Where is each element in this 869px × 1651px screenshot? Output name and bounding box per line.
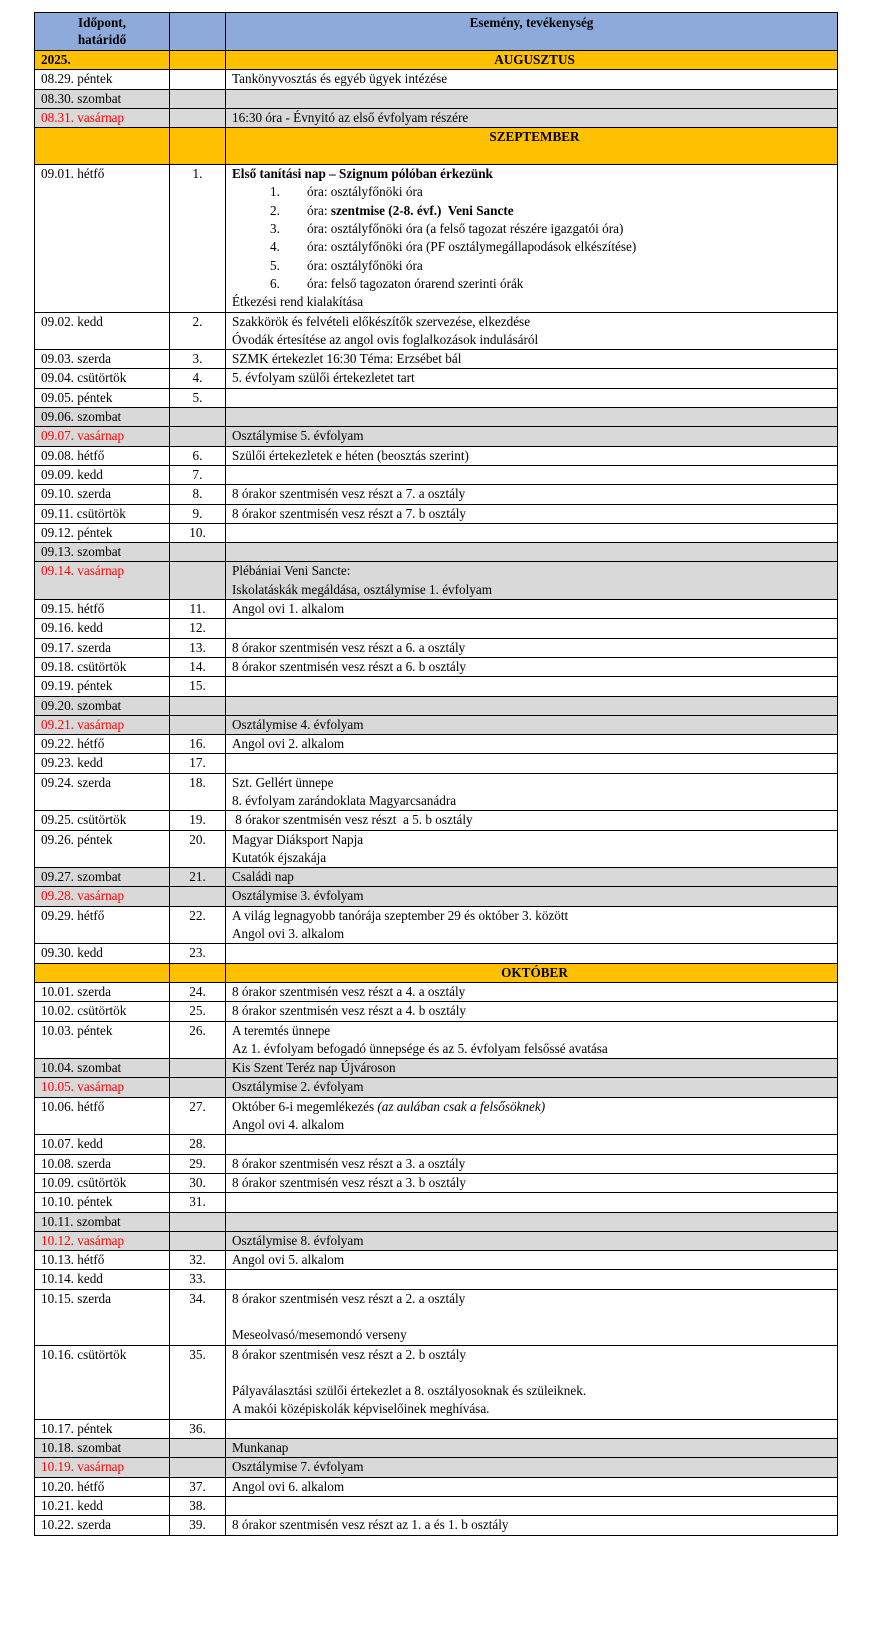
event-cell: 8 órakor szentmisén vesz részt a 7. b osztály: [226, 504, 838, 523]
event-cell: [226, 1212, 838, 1231]
event-cell: [226, 944, 838, 963]
num-cell: 9.: [170, 504, 226, 523]
table-row: [35, 830, 838, 868]
event-cell: 8 órakor szentmisén vesz részt a 3. b osztály: [226, 1173, 838, 1192]
lesson-text: óra:: [307, 202, 331, 218]
event-title: Első tanítási nap – Szignum pólóban érkezünk: [232, 166, 493, 182]
event-cell: [226, 1097, 838, 1135]
event-cell: [226, 562, 838, 600]
day-cell: 10.11. szombat: [35, 1212, 170, 1231]
table-row: [35, 1231, 838, 1250]
lesson-text: óra: felső tagozaton órarend szerinti órák: [307, 275, 524, 291]
year-cell: 2025.: [35, 51, 170, 70]
event-line: Étkezési rend kialakítása: [232, 294, 364, 310]
empty-cell: [170, 128, 226, 165]
day-cell: 09.25. csütörtök: [35, 811, 170, 830]
table-row: [35, 108, 838, 127]
num-cell: [170, 1212, 226, 1231]
day-cell: 09.16. kedd: [35, 619, 170, 638]
day-cell: 09.10. szerda: [35, 485, 170, 504]
event-cell: [226, 773, 838, 811]
day-cell: 10.21. kedd: [35, 1496, 170, 1515]
day-cell: 10.03. péntek: [35, 1021, 170, 1059]
day-cell: 09.24. szerda: [35, 773, 170, 811]
num-cell: 6.: [170, 446, 226, 465]
lesson-number: 1.: [270, 184, 280, 200]
table-row: [35, 1173, 838, 1192]
table-row: [35, 773, 838, 811]
num-cell: [170, 1439, 226, 1458]
num-cell: [170, 1059, 226, 1078]
table-row: [35, 1251, 838, 1270]
num-cell: 32.: [170, 1251, 226, 1270]
num-cell: 17.: [170, 754, 226, 773]
num-cell: 1.: [170, 165, 226, 312]
event-line: Iskolatáskák megáldása, osztálymise 1. évfolyam: [232, 581, 493, 597]
lesson-list: [232, 183, 837, 293]
event-cell: [226, 1193, 838, 1212]
num-cell: 13.: [170, 638, 226, 657]
day-cell: 10.18. szombat: [35, 1439, 170, 1458]
num-cell: 8.: [170, 485, 226, 504]
event-line: A teremtés ünnepe: [232, 1022, 331, 1038]
day-cell: 10.04. szombat: [35, 1059, 170, 1078]
num-cell: 25.: [170, 1002, 226, 1021]
table-row: [35, 811, 838, 830]
table-row: [35, 1059, 838, 1078]
num-cell: 31.: [170, 1193, 226, 1212]
event-cell: [226, 1289, 838, 1345]
table-row: [35, 465, 838, 484]
table-row: [35, 388, 838, 407]
event-cell: 8 órakor szentmisén vesz részt a 4. a osztály: [226, 982, 838, 1001]
event-line: Az 1. évfolyam befogadó ünnepsége és az 5. évfolyam felsőssé avatása: [232, 1040, 608, 1056]
table-row: [35, 446, 838, 465]
day-cell: 09.18. csütörtök: [35, 657, 170, 676]
event-cell: Angol ovi 6. alkalom: [226, 1477, 838, 1496]
event-cell: 16:30 óra - Évnyitó az első évfolyam részére: [226, 108, 838, 127]
day-cell: 10.16. csütörtök: [35, 1345, 170, 1419]
event-cell: [226, 312, 838, 350]
table-row: [35, 1078, 838, 1097]
table-row: [35, 1516, 838, 1535]
month-name: OKTÓBER: [226, 963, 838, 982]
day-cell: 10.22. szerda: [35, 1516, 170, 1535]
table-row: [35, 1212, 838, 1231]
event-cell: [226, 388, 838, 407]
lesson-item: [232, 257, 837, 275]
day-cell: 08.29. péntek: [35, 70, 170, 89]
day-cell: 10.13. hétfő: [35, 1251, 170, 1270]
event-cell: [226, 906, 838, 944]
num-cell: 5.: [170, 388, 226, 407]
num-cell: 23.: [170, 944, 226, 963]
num-cell: [170, 108, 226, 127]
table-row: [35, 1154, 838, 1173]
num-cell: 34.: [170, 1289, 226, 1345]
day-cell: 10.08. szerda: [35, 1154, 170, 1173]
event-cell: SZMK értekezlet 16:30 Téma: Erzsébet bál: [226, 350, 838, 369]
lesson-number: 4.: [270, 239, 280, 255]
day-cell: 09.02. kedd: [35, 312, 170, 350]
event-cell: 5. évfolyam szülői értekezletet tart: [226, 369, 838, 388]
lesson-number: 5.: [270, 257, 280, 273]
event-note: (az aulában csak a felsősöknek): [377, 1098, 546, 1114]
num-cell: 4.: [170, 369, 226, 388]
num-cell: 30.: [170, 1173, 226, 1192]
num-cell: [170, 543, 226, 562]
table-row: [35, 312, 838, 350]
event-cell: [226, 1496, 838, 1515]
table-row: [35, 735, 838, 754]
lesson-text: óra: osztályfőnöki óra (PF osztálymegállapodások elkészítése): [307, 239, 637, 255]
event-cell: 8 órakor szentmisén vesz részt a 7. a osztály: [226, 485, 838, 504]
num-cell: 37.: [170, 1477, 226, 1496]
lesson-text: óra: osztályfőnöki óra (a felső tagozat részére igazgatói óra): [307, 221, 624, 237]
event-cell: Angol ovi 5. alkalom: [226, 1251, 838, 1270]
event-line: Meseolvasó/mesemondó verseny: [232, 1327, 407, 1343]
event-line: A makói középiskolák képviselőinek meghívása.: [232, 1401, 490, 1417]
table-row: [35, 427, 838, 446]
table-row: [35, 369, 838, 388]
table-row: [35, 165, 838, 312]
day-cell: 10.10. péntek: [35, 1193, 170, 1212]
day-cell: 10.06. hétfő: [35, 1097, 170, 1135]
event-cell: [226, 1021, 838, 1059]
header-date-line2: határidő: [77, 32, 127, 47]
num-cell: 36.: [170, 1419, 226, 1438]
day-cell: 09.29. hétfő: [35, 906, 170, 944]
table-row: [35, 350, 838, 369]
event-cell: [226, 1419, 838, 1438]
month-name: AUGUSZTUS: [226, 51, 838, 70]
table-row: [35, 1135, 838, 1154]
num-cell: 16.: [170, 735, 226, 754]
event-cell: [226, 543, 838, 562]
month-row-october: [35, 963, 838, 982]
event-cell: 8 órakor szentmisén vesz részt a 6. b osztály: [226, 657, 838, 676]
num-cell: [170, 1231, 226, 1250]
event-cell: Kis Szent Teréz nap Újvároson: [226, 1059, 838, 1078]
event-cell: Osztálymise 5. évfolyam: [226, 427, 838, 446]
table-row: [35, 944, 838, 963]
num-cell: 2.: [170, 312, 226, 350]
event-cell: [226, 1135, 838, 1154]
day-cell: 09.05. péntek: [35, 388, 170, 407]
table-row: [35, 1345, 838, 1419]
day-cell: 09.20. szombat: [35, 696, 170, 715]
day-cell: 09.23. kedd: [35, 754, 170, 773]
event-cell: [226, 1345, 838, 1419]
table-row: [35, 70, 838, 89]
table-row: [35, 677, 838, 696]
event-cell: Angol ovi 1. alkalom: [226, 600, 838, 619]
day-cell: 10.17. péntek: [35, 1419, 170, 1438]
day-cell: 09.14. vasárnap: [35, 562, 170, 600]
event-cell: Családi nap: [226, 868, 838, 887]
num-cell: 3.: [170, 350, 226, 369]
table-row: [35, 887, 838, 906]
month-name: SZEPTEMBER: [226, 128, 838, 165]
event-cell: [226, 465, 838, 484]
day-cell: 10.20. hétfő: [35, 1477, 170, 1496]
event-cell: Angol ovi 2. alkalom: [226, 735, 838, 754]
table-header-row: [35, 13, 838, 51]
event-cell: [226, 696, 838, 715]
day-cell: 10.07. kedd: [35, 1135, 170, 1154]
table-row: [35, 754, 838, 773]
event-line: Angol ovi 3. alkalom: [232, 926, 345, 942]
day-cell: 08.30. szombat: [35, 89, 170, 108]
num-cell: [170, 408, 226, 427]
event-cell: 8 órakor szentmisén vesz részt a 6. a osztály: [226, 638, 838, 657]
table-row: [35, 1021, 838, 1059]
day-cell: 09.17. szerda: [35, 638, 170, 657]
num-cell: [170, 89, 226, 108]
event-cell: [226, 1270, 838, 1289]
lesson-item: [232, 275, 837, 293]
day-cell: 09.21. vasárnap: [35, 715, 170, 734]
table-row: [35, 638, 838, 657]
num-cell: 22.: [170, 906, 226, 944]
num-cell: [170, 696, 226, 715]
day-cell: 10.02. csütörtök: [35, 1002, 170, 1021]
empty-cell: [170, 963, 226, 982]
table-row: [35, 1496, 838, 1515]
table-row: [35, 657, 838, 676]
num-cell: [170, 887, 226, 906]
header-date: [35, 13, 170, 51]
table-row: [35, 1270, 838, 1289]
empty-cell: [35, 963, 170, 982]
header-event: Esemény, tevékenység: [226, 13, 838, 51]
event-cell: [226, 89, 838, 108]
num-cell: 33.: [170, 1270, 226, 1289]
event-cell: 8 órakor szentmisén vesz részt a 4. b osztály: [226, 1002, 838, 1021]
table-row: [35, 543, 838, 562]
event-cell: 8 órakor szentmisén vesz részt a 3. a osztály: [226, 1154, 838, 1173]
num-cell: 20.: [170, 830, 226, 868]
day-cell: 09.09. kedd: [35, 465, 170, 484]
num-cell: [170, 562, 226, 600]
num-cell: 11.: [170, 600, 226, 619]
event-cell: Tankönyvosztás és egyéb ügyek intézése: [226, 70, 838, 89]
blank-line: [232, 1308, 837, 1326]
num-cell: 19.: [170, 811, 226, 830]
event-line: 8 órakor szentmisén vesz részt a 2. b osztály: [232, 1346, 467, 1362]
event-cell: Osztálymise 2. évfolyam: [226, 1078, 838, 1097]
table-row: [35, 715, 838, 734]
lesson-item: [232, 220, 837, 238]
day-cell: 09.30. kedd: [35, 944, 170, 963]
school-calendar-table: [34, 12, 838, 1536]
event-line: Magyar Diáksport Napja: [232, 831, 364, 847]
table-row: [35, 485, 838, 504]
num-cell: 29.: [170, 1154, 226, 1173]
lesson-item: [232, 183, 837, 201]
table-row: [35, 1097, 838, 1135]
event-cell: Osztálymise 7. évfolyam: [226, 1458, 838, 1477]
event-line: Szt. Gellért ünnepe: [232, 774, 334, 790]
event-cell: 8 órakor szentmisén vesz részt az 1. a és 1. b osztály: [226, 1516, 838, 1535]
day-cell: 10.19. vasárnap: [35, 1458, 170, 1477]
empty-cell: [35, 128, 170, 165]
table-row: [35, 562, 838, 600]
table-row: [35, 696, 838, 715]
event-cell: [226, 830, 838, 868]
day-cell: 09.26. péntek: [35, 830, 170, 868]
lesson-highlight: szentmise (2-8. évf.) Veni Sancte: [330, 202, 514, 218]
num-cell: 12.: [170, 619, 226, 638]
table-row: [35, 868, 838, 887]
table-row: [35, 1289, 838, 1345]
header-num: [170, 13, 226, 51]
num-cell: 26.: [170, 1021, 226, 1059]
table-row: [35, 523, 838, 542]
num-cell: 39.: [170, 1516, 226, 1535]
event-line: [232, 1098, 837, 1116]
num-cell: 18.: [170, 773, 226, 811]
table-row: [35, 600, 838, 619]
lesson-text: óra: osztályfőnöki óra: [307, 184, 423, 200]
day-cell: 10.14. kedd: [35, 1270, 170, 1289]
lesson-number: 2.: [270, 202, 280, 218]
day-cell: 09.22. hétfő: [35, 735, 170, 754]
table-row: [35, 982, 838, 1001]
num-cell: 10.: [170, 523, 226, 542]
day-cell: 09.15. hétfő: [35, 600, 170, 619]
event-line: Plébániai Veni Sancte:: [232, 563, 351, 579]
day-cell: 09.07. vasárnap: [35, 427, 170, 446]
day-cell: 10.05. vasárnap: [35, 1078, 170, 1097]
day-cell: 09.13. szombat: [35, 543, 170, 562]
event-line: A világ legnagyobb tanórája szeptember 29 és október 3. között: [232, 907, 569, 923]
day-cell: 09.28. vasárnap: [35, 887, 170, 906]
day-cell: 09.08. hétfő: [35, 446, 170, 465]
event-line: Óvodák értesítése az angol ovis foglalkozások indulásáról: [232, 331, 539, 347]
num-cell: 38.: [170, 1496, 226, 1515]
event-line: 8. évfolyam zarándoklata Magyarcsanádra: [232, 792, 457, 808]
day-cell: 09.11. csütörtök: [35, 504, 170, 523]
event-cell: [226, 408, 838, 427]
lesson-number: 6.: [270, 275, 280, 291]
num-cell: 7.: [170, 465, 226, 484]
num-cell: 35.: [170, 1345, 226, 1419]
day-cell: 09.04. csütörtök: [35, 369, 170, 388]
event-cell: [226, 523, 838, 542]
table-row: [35, 89, 838, 108]
table-row: [35, 504, 838, 523]
event-cell: [226, 677, 838, 696]
num-cell: 24.: [170, 982, 226, 1001]
num-cell: [170, 70, 226, 89]
event-cell: Munkanap: [226, 1439, 838, 1458]
table-row: [35, 906, 838, 944]
event-cell: [226, 165, 838, 312]
month-row-august: [35, 51, 838, 70]
event-line: Pályaválasztási szülői értekezlet a 8. osztályosoknak és szüleiknek.: [232, 1383, 587, 1399]
empty-cell: [170, 51, 226, 70]
event-cell: Osztálymise 4. évfolyam: [226, 715, 838, 734]
header-date-line1: Időpont,: [77, 15, 126, 30]
event-text: Október 6-i megemlékezés: [232, 1098, 378, 1114]
day-cell: 10.09. csütörtök: [35, 1173, 170, 1192]
day-cell: 09.27. szombat: [35, 868, 170, 887]
day-cell: 10.12. vasárnap: [35, 1231, 170, 1250]
event-line: 8 órakor szentmisén vesz részt a 2. a osztály: [232, 1290, 466, 1306]
num-cell: [170, 715, 226, 734]
event-cell: Szülői értekezletek e héten (beosztás szerint): [226, 446, 838, 465]
day-cell: 08.31. vasárnap: [35, 108, 170, 127]
day-cell: 10.01. szerda: [35, 982, 170, 1001]
day-cell: 09.01. hétfő: [35, 165, 170, 312]
event-cell: [226, 754, 838, 773]
lesson-item: [232, 202, 837, 220]
num-cell: 15.: [170, 677, 226, 696]
event-line: Kutatók éjszakája: [232, 849, 327, 865]
table-row: [35, 1193, 838, 1212]
num-cell: 27.: [170, 1097, 226, 1135]
event-line: Szakkörök és felvételi előkészítők szervezése, elkezdése: [232, 313, 531, 329]
table-row: [35, 1002, 838, 1021]
event-cell: Osztálymise 8. évfolyam: [226, 1231, 838, 1250]
lesson-text: óra: osztályfőnöki óra: [307, 257, 423, 273]
event-line: Angol ovi 4. alkalom: [232, 1117, 345, 1133]
table-row: [35, 1439, 838, 1458]
day-cell: 09.06. szombat: [35, 408, 170, 427]
table-row: [35, 1477, 838, 1496]
num-cell: [170, 1078, 226, 1097]
table-row: [35, 619, 838, 638]
event-cell: 8 órakor szentmisén vesz részt a 5. b osztály: [226, 811, 838, 830]
table-row: [35, 1419, 838, 1438]
day-cell: 09.19. péntek: [35, 677, 170, 696]
event-cell: Osztálymise 3. évfolyam: [226, 887, 838, 906]
blank-line: [232, 1364, 837, 1382]
table-row: [35, 408, 838, 427]
event-cell: [226, 619, 838, 638]
day-cell: 09.12. péntek: [35, 523, 170, 542]
num-cell: 21.: [170, 868, 226, 887]
num-cell: 28.: [170, 1135, 226, 1154]
num-cell: [170, 427, 226, 446]
day-cell: 09.03. szerda: [35, 350, 170, 369]
num-cell: 14.: [170, 657, 226, 676]
day-cell: 10.15. szerda: [35, 1289, 170, 1345]
lesson-item: [232, 238, 837, 256]
lesson-number: 3.: [270, 221, 280, 237]
table-row: [35, 1458, 838, 1477]
month-row-september: [35, 128, 838, 165]
num-cell: [170, 1458, 226, 1477]
